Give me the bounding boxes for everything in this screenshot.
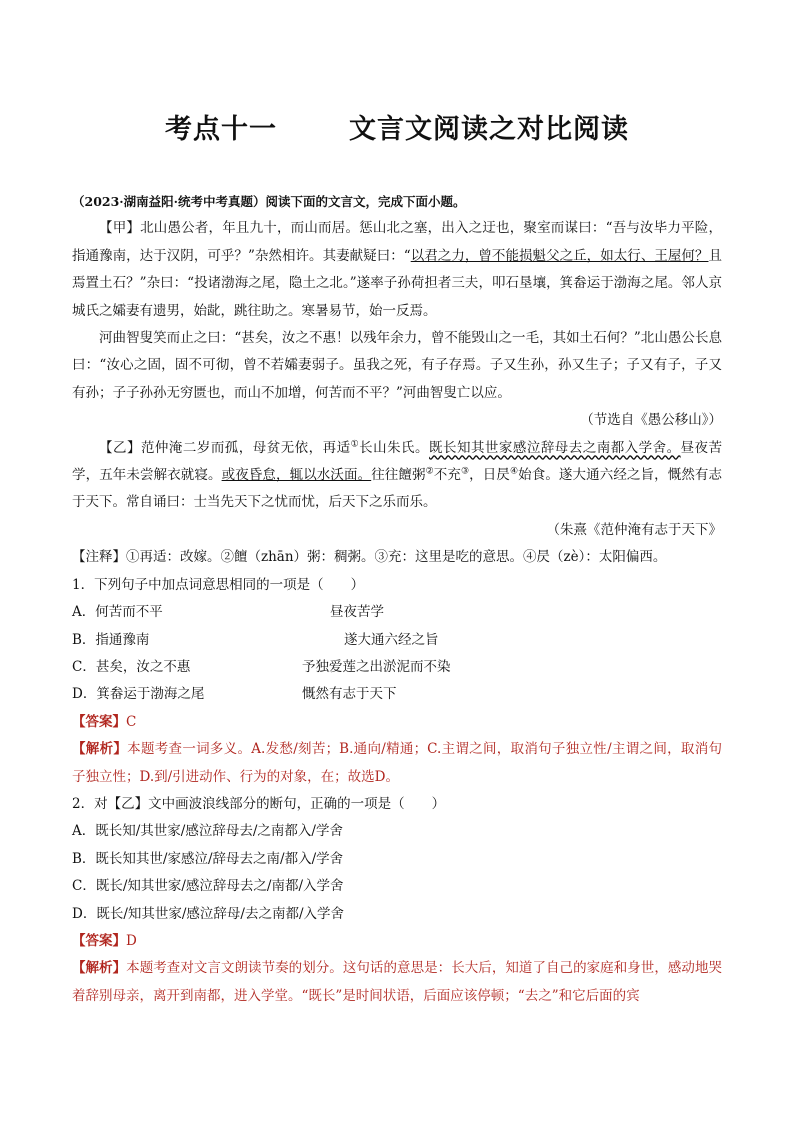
question-1-option-b: B．指通豫南 遂大通六经之旨 [72, 631, 439, 648]
question-2-option-a: A．既长知/其世家/感泣辞母去/之南都入/学舍 [72, 823, 343, 840]
document-body [72, 188, 722, 1010]
passage-a-paragraph-2: 河曲智叟笑而止之曰：“甚矣，汝之不惠！以残年余力，曾不能毁山之一毛，其如土石何？”北山愚公长息曰：“汝心之固，固不可彻，曾不若孀妻弱子。虽我之死，有子存焉。子又生孙，孙又生子；子又有子，子又有孙；子子孙孙无穷匮也，而山不加增，何苦而不平？”河曲智叟亡以应。 [72, 330, 722, 401]
question-2-answer: 【答案】D [72, 932, 137, 949]
passage-a-paragraph-1: 【甲】北山愚公者，年且九十，而山而居。惩山北之塞，出入之迂也，聚室而谋曰：“吾与汝毕力平险，指通豫南，达于汉阴，可乎？”杂然相许。其妻献疑曰：“以君之力，曾不能损魁父之丘，如太行、王屋何？且焉置土石？”杂曰：“投诸渤海之尾，隐土之北。”遂率子孙荷担者三夫，叩石垦壤，箕畚运于渤海之尾。邻人京城氏之孀妻有遗男，始龀，跳往助之。寒暑易节，始一反焉。 [72, 220, 722, 319]
question-1-answer: 【答案】C [72, 713, 137, 730]
passage-b-tag: 【乙】 [99, 439, 141, 456]
question-2-analysis: 【解析】本题考查对文言文朗读节奏的划分。这句话的意思是：长大后，知道了自己的家庭和身世，感动地哭着辞别母亲，离开到南都，进入学堂。“既长”是时间状语，后面应该停顿；“去之”和它后面的宾 [72, 960, 723, 1004]
question-source: （2023·湖南益阳·统考中考真题）阅读下面的文言文，完成下面小题。 [72, 194, 466, 209]
page-title [0, 107, 794, 146]
underlined-sentence: 以君之力，曾不能损魁父之丘，如太行、王屋何？ [410, 247, 709, 264]
title-subject: 文言文阅读之对比阅读 [349, 114, 629, 145]
question-1-option-c: C．甚矣，汝之不惠 予独爱莲之出淤泥而不染 [72, 658, 451, 675]
passage-b-paragraph: 【乙】范仲淹二岁而孤，母贫无依，再适①长山朱氏。既长知其世家感泣辞母去之南都入学舍。昼夜苦学，五年未尝解衣就寝。或夜昏怠，辄以水沃面。往往饘粥②不充③，日昃④始食。遂大通六经之旨，慨然有志于天下。常自诵曰：士当先天下之忧而忧，后天下之乐而乐。 [72, 439, 723, 511]
question-2-stem: 2．对【乙】文中画波浪线部分的断句，正确的一项是（ ） [72, 795, 446, 812]
question-2-option-d: D．既长/知其世家/感泣辞母/去之南都/入学舍 [72, 905, 345, 922]
question-2-option-c: C．既长/知其世家/感泣辞母去之/南都/入学舍 [72, 878, 344, 895]
underlined-sentence: 或夜昏怠，辄以水沃面。 [221, 467, 372, 484]
question-1-option-a: A．何苦而不平 昼夜苦学 [72, 604, 384, 621]
title-topic: 考点十一 [165, 114, 277, 145]
wavy-underlined-sentence: 既长知其世家感泣辞母去之南都入学舍。 [429, 439, 681, 456]
passage-b-credit: （朱熹《范仲淹有志于天下》 [546, 521, 722, 538]
question-2-option-b: B．既长知其世/家感泣/辞母去之南/都入/学舍 [72, 850, 344, 867]
question-1-analysis: 【解析】本题考查一词多义。A.发愁/刻苦；B.通向/精通；C.主谓之间，取消句子独立性/主谓之间，取消句子独立性；D.到/引进动作、行为的对象，在；故选D。 [72, 741, 722, 785]
passage-a-tag: 【甲】 [99, 220, 141, 237]
question-1-stem: 1．下列句子中加点词意思相同的一项是（ ） [72, 576, 365, 593]
question-1-option-d: D．箕畚运于渤海之尾 慨然有志于天下 [72, 686, 397, 703]
annotation-notes: 【注释】①再适：改嫁。②饘（zhān）粥：稠粥。③充：这里是吃的意思。④昃（zè）：太阳偏西。 [72, 549, 667, 566]
passage-a-credit: （节选自《愚公移山》） [580, 412, 722, 429]
